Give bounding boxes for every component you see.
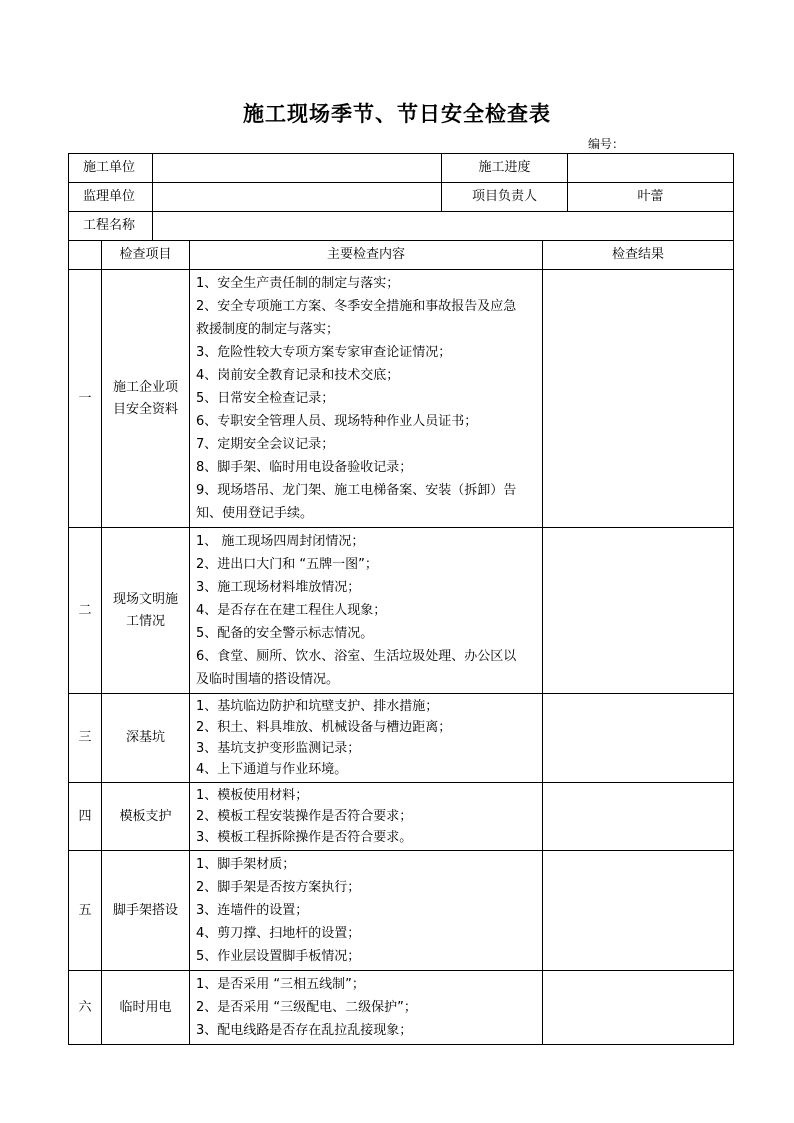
section-content — [190, 971, 543, 1045]
check-item: 2、积土、料具堆放、机械设备与槽边距离； — [196, 720, 452, 735]
check-item: 及临时围墙的搭设情况。 — [196, 672, 340, 687]
check-item: 4、上下通道与作业环境。 — [196, 762, 348, 777]
section-content — [190, 694, 543, 783]
progress-field[interactable] — [568, 154, 734, 183]
project-name-field[interactable] — [153, 212, 734, 241]
check-item: 3、危险性较大专项方案专家审查论证情况； — [196, 345, 452, 360]
section-category: 现场文明施工情况 — [102, 528, 190, 694]
section-content — [190, 528, 543, 694]
project-manager-label: 项目负责人 — [442, 183, 568, 212]
check-item: 5、日常安全检查记录； — [196, 391, 335, 406]
section-category: 脚手架搭设 — [102, 851, 190, 971]
section-row-2 — [69, 528, 734, 694]
check-item: 3、施工现场材料堆放情况； — [196, 580, 361, 595]
section-category: 临时用电 — [102, 971, 190, 1045]
section-content — [190, 783, 543, 851]
section-content — [190, 270, 543, 528]
check-item: 1、基坑临边防护和坑壁支护、排水措施； — [196, 699, 439, 714]
column-header-item: 检查项目 — [102, 241, 190, 270]
check-item: 9、现场塔吊、龙门架、施工电梯备案、安装（拆卸）告 — [196, 483, 517, 498]
check-item: 1、模板使用材料； — [196, 788, 309, 803]
check-item: 5、作业层设置脚手板情况； — [196, 949, 361, 964]
check-item: 6、食堂、厕所、饮水、浴室、生活垃圾处理、办公区以 — [196, 649, 517, 664]
check-item: 3、基坑支护变形监测记录； — [196, 741, 361, 756]
check-item: 1、 施工现场四周封闭情况； — [196, 534, 365, 549]
check-item: 1、是否采用 “三相五线制”； — [196, 977, 365, 992]
project-name-label: 工程名称 — [69, 212, 153, 241]
check-item: 2、模板工程安装操作是否符合要求； — [196, 809, 413, 824]
check-item: 4、岗前安全教育记录和技术交底； — [196, 368, 400, 383]
check-item: 4、是否存在在建工程住人现象； — [196, 603, 387, 618]
project-manager-field[interactable]: 叶蕾 — [568, 183, 734, 212]
column-header-content: 主要检查内容 — [190, 241, 543, 270]
section-result-field[interactable] — [543, 694, 734, 783]
section-content — [190, 851, 543, 971]
construction-unit-label: 施工单位 — [69, 154, 153, 183]
column-header-row — [69, 241, 734, 270]
check-item: 救援制度的制定与落实； — [196, 322, 340, 337]
column-header-blank — [69, 241, 102, 270]
section-result-field[interactable] — [543, 971, 734, 1045]
check-item: 2、安全专项施工方案、冬季安全措施和事故报告及应急 — [196, 299, 517, 314]
section-category: 模板支护 — [102, 783, 190, 851]
document-title: 施工现场季节、节日安全检查表 — [243, 101, 551, 126]
check-item: 6、专职安全管理人员、现场特种作业人员证书； — [196, 414, 478, 429]
check-item: 3、配电线路是否存在乱拉乱接现象； — [196, 1023, 413, 1038]
section-row-3 — [69, 694, 734, 783]
section-number: 一 — [69, 270, 102, 528]
check-item: 2、脚手架是否按方案执行； — [196, 880, 361, 895]
check-item: 4、剪刀撑、扫地杆的设置； — [196, 926, 361, 941]
section-result-field[interactable] — [543, 851, 734, 971]
section-number: 六 — [69, 971, 102, 1045]
check-item: 2、是否采用 “三级配电、二级保护”； — [196, 1000, 417, 1015]
section-row-6 — [69, 971, 734, 1045]
check-item: 7、定期安全会议记录； — [196, 437, 335, 452]
section-number: 四 — [69, 783, 102, 851]
section-number: 二 — [69, 528, 102, 694]
serial-number-label: 编号： — [588, 137, 625, 151]
section-category: 施工企业项目安全资料 — [102, 270, 190, 528]
check-item: 1、安全生产责任制的制定与落实； — [196, 276, 400, 291]
section-row-5 — [69, 851, 734, 971]
check-item: 1、脚手架材质； — [196, 857, 296, 872]
check-item: 3、模板工程拆除操作是否符合要求。 — [196, 830, 413, 845]
section-result-field[interactable] — [543, 783, 734, 851]
supervision-unit-row — [69, 183, 734, 212]
section-result-field[interactable] — [543, 270, 734, 528]
check-item: 8、脚手架、临时用电设备验收记录； — [196, 460, 413, 475]
section-number: 三 — [69, 694, 102, 783]
header-info-table — [68, 153, 734, 241]
check-item: 5、配备的安全警示标志情况。 — [196, 626, 374, 641]
section-category: 深基坑 — [102, 694, 190, 783]
construction-unit-field[interactable] — [153, 154, 442, 183]
construction-unit-row — [69, 154, 734, 183]
section-row-1 — [69, 270, 734, 528]
check-item: 3、连墙件的设置； — [196, 903, 309, 918]
check-item: 知、使用登记手续。 — [196, 506, 314, 521]
supervision-unit-field[interactable] — [153, 183, 442, 212]
progress-label: 施工进度 — [442, 154, 568, 183]
supervision-unit-label: 监理单位 — [69, 183, 153, 212]
section-result-field[interactable] — [543, 528, 734, 694]
project-name-row — [69, 212, 734, 241]
check-item: 2、进出口大门和 “五牌一图”； — [196, 557, 378, 572]
column-header-result: 检查结果 — [543, 241, 734, 270]
section-row-4 — [69, 783, 734, 851]
inspection-table — [68, 240, 734, 1045]
section-number: 五 — [69, 851, 102, 971]
